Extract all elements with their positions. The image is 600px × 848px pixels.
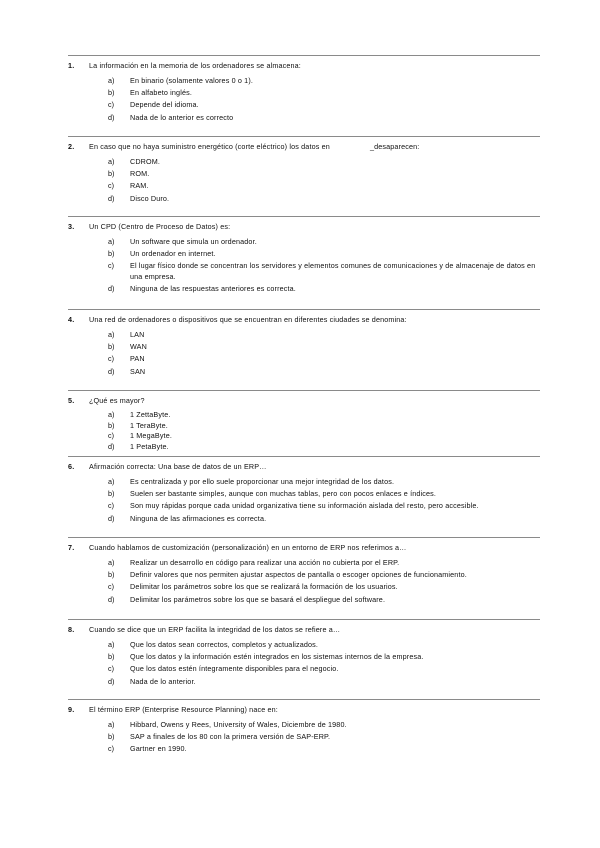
- option-b: [108, 651, 540, 663]
- option-text: Definir valores que nos permiten ajustar aspectos de pantalla o escoger opciones de funcionamiento.: [130, 570, 467, 580]
- option-text: Ninguna de las afirmaciones es correcta.: [130, 513, 267, 523]
- option-b: [108, 248, 540, 260]
- question-number: 4.: [68, 315, 75, 324]
- question-number: 7.: [68, 543, 75, 552]
- option-text: Nada de lo anterior.: [130, 676, 196, 686]
- question-text: Cuando se dice que un ERP facilita la integridad de los datos se refiere a…: [89, 625, 341, 634]
- option-c: [108, 500, 540, 512]
- option-c: [108, 353, 540, 365]
- option-letter: b): [108, 570, 115, 580]
- question-4: [68, 309, 540, 378]
- option-text: Un software que simula un ordenador.: [130, 237, 257, 246]
- option-text: 1 ZettaByte.: [130, 410, 171, 419]
- option-d: [108, 676, 540, 688]
- option-d: [108, 112, 540, 124]
- option-letter: c): [108, 100, 114, 110]
- option-d: [108, 193, 540, 205]
- option-text: Gartner en 1990.: [130, 744, 187, 754]
- option-letter: b): [108, 342, 115, 352]
- option-c: [108, 99, 540, 111]
- question-text: [89, 142, 540, 152]
- question-number: 6.: [68, 462, 75, 471]
- option-a: [108, 639, 540, 651]
- option-letter: d): [108, 441, 115, 451]
- option-letter: a): [108, 640, 115, 649]
- option-text: Son muy rápidas porque cada unidad organizativa tiene su información aislada del resto, pero accesible.: [130, 501, 479, 511]
- option-letter: d): [108, 594, 115, 604]
- question-text: Afirmación correcta: Una base de datos de un ERP…: [89, 462, 267, 471]
- option-text: El lugar físico donde se concentran los servidores y elementos comunes de comunicaciones y de almacenaje de datos en una empresa.: [130, 260, 536, 282]
- option-text: PAN: [130, 354, 145, 364]
- option-text: Depende del idioma.: [130, 100, 199, 110]
- question-6: [68, 456, 540, 525]
- option-letter: c): [108, 501, 114, 511]
- option-d: [108, 283, 540, 295]
- option-letter: b): [108, 420, 115, 430]
- option-text: Hibbard, Owens y Rees, University of Wales, Diciembre de 1980.: [130, 720, 347, 729]
- option-text: SAP a finales de los 80 con la primera versión de SAP-ERP.: [130, 732, 331, 742]
- question-text-after-blank: _desaparecen:: [369, 142, 420, 151]
- option-letter: b): [108, 732, 115, 742]
- option-b: [108, 488, 540, 500]
- option-d: [108, 442, 540, 453]
- option-text: En binario (solamente valores 0 o 1).: [130, 76, 254, 85]
- option-letter: d): [108, 284, 115, 294]
- option-d: [108, 366, 540, 378]
- option-c: [108, 581, 540, 593]
- option-letter: b): [108, 248, 115, 258]
- option-text: CDROM.: [130, 157, 161, 166]
- option-text: Delimitar los parámetros sobre los que se realizará la formación de los usuarios.: [130, 582, 398, 592]
- option-text: 1 MegaByte.: [130, 431, 173, 441]
- question-text: Una red de ordenadores o dispositivos que se encuentran en diferentes ciudades se denomina:: [89, 315, 407, 324]
- option-letter: c): [108, 664, 114, 674]
- option-d: [108, 594, 540, 606]
- option-text: ROM.: [130, 169, 150, 179]
- option-text: Ninguna de las respuestas anteriores es correcta.: [130, 284, 296, 294]
- question-number: 5.: [68, 396, 75, 405]
- option-c: [108, 663, 540, 675]
- question-2: [68, 136, 540, 205]
- option-letter: b): [108, 169, 115, 179]
- question-number: 8.: [68, 625, 75, 634]
- option-text: 1 TeraByte.: [130, 420, 168, 430]
- question-9: [68, 699, 540, 756]
- option-c: [108, 431, 540, 442]
- option-a: [108, 557, 540, 569]
- option-letter: a): [108, 330, 115, 339]
- option-a: [108, 156, 540, 168]
- option-a: [108, 476, 540, 488]
- question-number: 2.: [68, 142, 75, 151]
- option-letter: a): [108, 720, 115, 729]
- option-letter: d): [108, 366, 115, 376]
- question-number: 3.: [68, 222, 75, 231]
- option-letter: c): [108, 260, 114, 270]
- option-text: RAM.: [130, 181, 149, 191]
- option-a: [108, 75, 540, 87]
- question-1: [68, 55, 540, 124]
- option-letter: b): [108, 489, 115, 499]
- option-b: [108, 168, 540, 180]
- option-text: Es centralizada y por ello suele proporcionar una mejor integridad de los datos.: [130, 477, 395, 486]
- option-b: [108, 421, 540, 432]
- option-text: 1 PetaByte.: [130, 441, 169, 451]
- question-7: [68, 537, 540, 606]
- option-letter: a): [108, 237, 115, 246]
- question-number: 9.: [68, 705, 75, 714]
- option-b: [108, 341, 540, 353]
- option-b: [108, 731, 540, 743]
- option-text: Que los datos estén íntegramente disponibles para el negocio.: [130, 664, 339, 674]
- question-text: Un CPD (Centro de Proceso de Datos) es:: [89, 222, 231, 231]
- option-letter: a): [108, 558, 115, 567]
- option-letter: c): [108, 744, 114, 754]
- option-letter: c): [108, 181, 114, 191]
- question-text: El término ERP (Enterprise Resource Planning) nace en:: [89, 705, 278, 714]
- option-text: Un ordenador en internet.: [130, 248, 216, 258]
- option-letter: d): [108, 112, 115, 122]
- question-number: 1.: [68, 61, 75, 70]
- option-letter: d): [108, 513, 115, 523]
- option-letter: d): [108, 193, 115, 203]
- option-b: [108, 87, 540, 99]
- option-b: [108, 569, 540, 581]
- option-text: WAN: [130, 342, 147, 352]
- option-text: Suelen ser bastante simples, aunque con muchas tablas, pero con pocos enlaces e índices.: [130, 489, 437, 499]
- option-text: Delimitar los parámetros sobre los que se basará el despliegue del software.: [130, 594, 386, 604]
- option-letter: c): [108, 354, 114, 364]
- option-letter: c): [108, 431, 114, 441]
- option-text: Realizar un desarrollo en código para realizar una acción no cubierta por el ERP.: [130, 558, 400, 567]
- option-letter: b): [108, 652, 115, 662]
- option-letter: b): [108, 88, 115, 98]
- option-text: En alfabeto inglés.: [130, 88, 192, 98]
- question-text: La información en la memoria de los ordenadores se almacena:: [89, 61, 301, 70]
- option-c: [108, 260, 540, 284]
- option-text: Que los datos sean correctos, completos y actualizados.: [130, 640, 319, 649]
- question-text: ¿Qué es mayor?: [89, 396, 145, 405]
- option-a: [108, 236, 540, 248]
- option-letter: a): [108, 477, 115, 486]
- option-a: [108, 410, 540, 421]
- question-text: Cuando hablamos de customización (personalización) en un entorno de ERP nos referimos a…: [89, 543, 407, 552]
- option-text: Nada de lo anterior es correcto: [130, 112, 234, 122]
- option-text: Disco Duro.: [130, 193, 170, 203]
- option-c: [108, 180, 540, 192]
- option-a: [108, 719, 540, 731]
- option-letter: a): [108, 76, 115, 85]
- question-3: [68, 216, 540, 295]
- option-a: [108, 329, 540, 341]
- option-c: [108, 743, 540, 755]
- option-letter: c): [108, 582, 114, 592]
- option-d: [108, 513, 540, 525]
- question-text-before-blank: En caso que no haya suministro energético (corte eléctrico) los datos en: [89, 142, 330, 151]
- option-letter: d): [108, 676, 115, 686]
- question-8: [68, 619, 540, 688]
- option-text: LAN: [130, 330, 145, 339]
- option-letter: a): [108, 157, 115, 166]
- option-text: Que los datos y la información estén integrados en los sistemas internos de la empresa.: [130, 652, 424, 662]
- option-text: SAN: [130, 366, 146, 376]
- question-5: [68, 390, 540, 452]
- option-letter: a): [108, 410, 115, 419]
